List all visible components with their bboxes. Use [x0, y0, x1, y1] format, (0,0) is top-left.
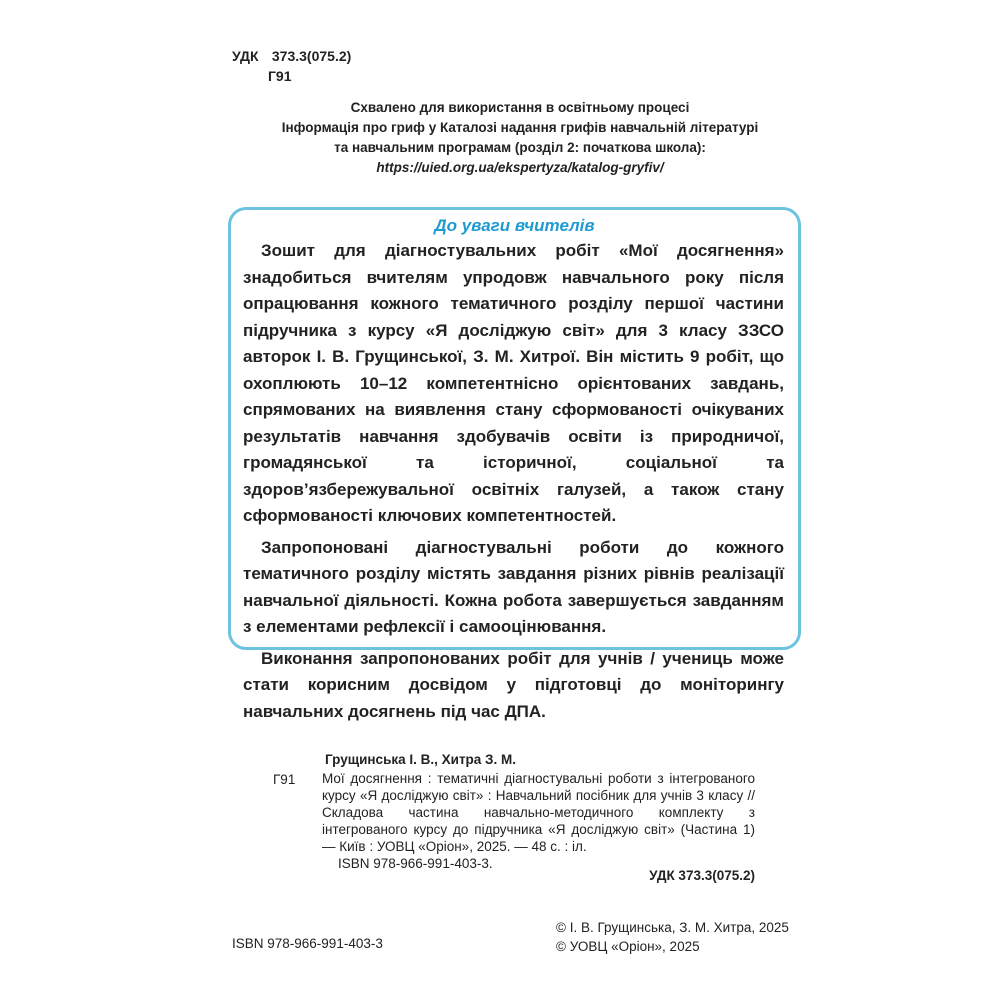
approval-note — [200, 98, 840, 178]
biblio-code: Г91 — [273, 772, 296, 787]
notice-body — [243, 238, 784, 730]
copyright-authors: © І. В. Грущинська, З. М. Хитра, 2025 — [556, 920, 789, 935]
udk-code: 373.3(075.2) — [271, 48, 352, 64]
approval-line-3: та навчальним програмам (розділ 2: початкова школа): — [334, 140, 706, 155]
isbn-bottom: ISBN 978-966-991-403-3 — [232, 936, 383, 951]
copyright-publisher: © УОВЦ «Оріон», 2025 — [556, 939, 700, 954]
copyright-block — [556, 918, 789, 956]
biblio-description — [322, 770, 755, 872]
biblio-description-text: Мої досягнення : тематичні діагностувальні роботи з інтегрованого курсу «Я досліджую світ» : Навчальний посібник для учнів 3 класу // Складова частина навчально-методичного комплекту з інтегрованого курсу до підручника «Я досліджую світ» (Частина 1) — Київ : УОВЦ «Оріон», 2025. — 48 с. : іл. — [322, 771, 755, 854]
notice-paragraph-1: Зошит для діагностувальних робіт «Мої досягнення» знадобиться вчителям упродовж навчального року після опрацювання кожного тематичного розділу першої частини підручника з курсу «Я досліджую світ» для 3 класу ЗЗСО авторок І. В. Грущинської, З. М. Хитрої. Він містить 9 робіт, що охоплюють 10–12 компетентнісно орієнтованих завдань, спрямованих на виявлення стану сформованості очікуваних результатів навчання здобувачів освіти із природничої, громадянської та історичної, соціальної та здоров’язбережувальної освітніх галузей, а також стану сформованості ключових компетентностей. — [243, 241, 784, 525]
udk-bottom: УДК 373.3(075.2) — [649, 868, 755, 883]
catalog-url: https://uied.org.ua/ekspertyza/katalog-gryfiv/ — [376, 160, 664, 175]
teacher-notice-box — [228, 207, 801, 721]
udk-label: УДК — [232, 48, 259, 64]
notice-title: До уваги вчителів — [434, 216, 595, 235]
approval-line-1: Схвалено для використання в освітньому процесі — [350, 100, 690, 115]
biblio-authors: Грущинська І. В., Хитра З. М. — [325, 752, 517, 767]
notice-paragraph-2: Запропоновані діагностувальні роботи до кожного тематичного розділу містять завдання різних рівнів реалізації навчальної діяльності. Кожна робота завершується завданням з елементами рефлексії і самооцінювання. — [243, 537, 784, 636]
author-mark: Г91 — [268, 68, 292, 84]
udk-block-top — [232, 46, 351, 86]
biblio-isbn: ISBN 978-966-991-403-3. — [338, 856, 493, 871]
approval-line-2: Інформація про гриф у Каталозі надання грифів навчальній літературі — [281, 120, 759, 135]
notice-paragraph-3: Виконання запропонованих робіт для учнів / учениць може стати корисним досвідом у підготовці до моніторингу навчальних досягнень під час ДПА. — [243, 648, 784, 721]
